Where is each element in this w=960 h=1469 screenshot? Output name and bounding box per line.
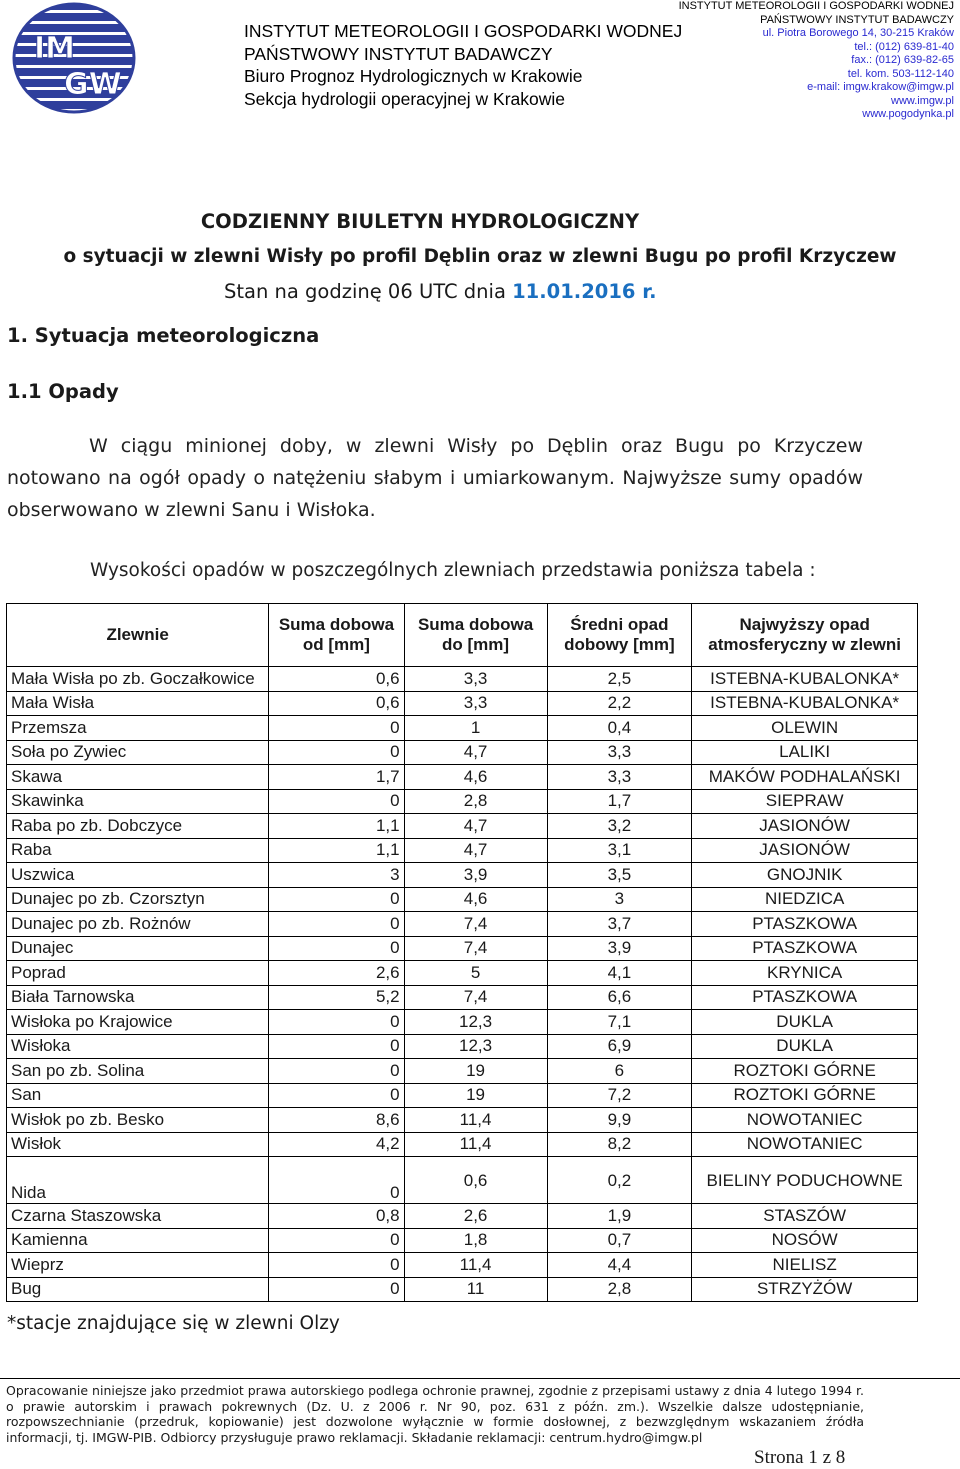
- table-row: [7, 740, 918, 765]
- table-cell: 0,6: [269, 691, 404, 716]
- contact-tel: tel.: (012) 639-81-40: [854, 40, 954, 53]
- table-cell: NOWOTANIEC: [692, 1132, 918, 1157]
- table-cell: 4,7: [404, 838, 547, 863]
- table-header-row: [7, 604, 918, 667]
- table-cell: DUKLA: [692, 1010, 918, 1035]
- table-cell: 2,2: [547, 691, 692, 716]
- table-cell: Wieprz: [7, 1253, 269, 1278]
- contact-fax: fax.: (012) 639-82-65: [851, 54, 954, 66]
- www-link[interactable]: www.imgw.pl: [891, 94, 954, 107]
- svg-text:IM: IM: [34, 31, 76, 66]
- table-row: [7, 1083, 918, 1108]
- table-cell: 3,7: [547, 912, 692, 937]
- table-row: [7, 1228, 918, 1253]
- table-cell: GNOJNIK: [692, 863, 918, 888]
- table-cell: 0: [269, 1010, 404, 1035]
- precipitation-table: [6, 603, 918, 1302]
- contact-line: PAŃSTWOWY INSTYTUT BADAWCZY: [760, 13, 954, 26]
- table-cell: 0: [269, 1228, 404, 1253]
- table-cell: 9,9: [547, 1108, 692, 1133]
- table-cell: PTASZKOWA: [692, 936, 918, 961]
- table-cell: 3,5: [547, 863, 692, 888]
- table-cell: 0: [269, 740, 404, 765]
- table-cell: 1,9: [547, 1204, 692, 1229]
- table-row: [7, 1010, 918, 1035]
- table-cell: 7,2: [547, 1083, 692, 1108]
- table-cell: 0: [269, 887, 404, 912]
- table-cell: 3,2: [547, 814, 692, 839]
- table-cell: Raba: [7, 838, 269, 863]
- header-cell: Suma dobowa od [mm]: [269, 604, 404, 667]
- table-cell: San: [7, 1083, 269, 1108]
- table-cell: Uszwica: [7, 863, 269, 888]
- table-cell: 19: [404, 1083, 547, 1108]
- table-cell: Bug: [7, 1277, 269, 1302]
- bulletin-title: CODZIENNY BIULETYN HYDROLOGICZNY: [200, 210, 640, 233]
- table-cell: 19: [404, 1059, 547, 1084]
- table-cell: 3,9: [547, 936, 692, 961]
- table-row: [7, 1157, 918, 1204]
- table-cell: 4,1: [547, 961, 692, 986]
- table-cell: Skawinka: [7, 789, 269, 814]
- table-cell: 0,6: [404, 1157, 547, 1204]
- table-cell: 11,4: [404, 1253, 547, 1278]
- table-cell: 1,1: [269, 838, 404, 863]
- header-contact: [679, 0, 954, 122]
- status-prefix: Stan na godzinę 06 UTC dnia: [224, 280, 513, 303]
- header-line: PAŃSTWOWY INSTYTUT BADAWCZY: [244, 43, 553, 64]
- footer-divider: [0, 1378, 960, 1379]
- copyright-notice: Opracowanie niniejsze jako przedmiot prawa autorskiego podlega ochronie prawnej, zgodnie z przepisami ustawy z dnia 4 lutego 1994 r. o prawie autorskim i prawach pokrewnych (Dz. U. z 2006 r. Nr 90, poz. 631 z późn. zm.). Wszelkie dalsze udostępnianie, rozpowszechnianie (przedruk, kopiowanie) jest dozwolone wyłącznie w formie dosłownej, z bezwzględnym wskazaniem źródła informacji, tj. IMGW-PIB. Odbiorcy przysługuje prawo reklamacji. Składanie reklamacji: centrum.hydro@imgw.pl: [6, 1383, 864, 1445]
- table-cell: Przemsza: [7, 716, 269, 741]
- table-cell: 1,7: [269, 765, 404, 790]
- table-cell: 0: [269, 1253, 404, 1278]
- table-cell: 7,4: [404, 985, 547, 1010]
- table-row: [7, 863, 918, 888]
- table-row: [7, 1132, 918, 1157]
- table-cell: 3,9: [404, 863, 547, 888]
- table-cell: 11,4: [404, 1108, 547, 1133]
- table-cell: 12,3: [404, 1010, 547, 1035]
- contact-email-line: [679, 81, 954, 95]
- table-row: [7, 961, 918, 986]
- table-row: [7, 716, 918, 741]
- header-cell: Średni opad dobowy [mm]: [547, 604, 692, 667]
- header-cell: Suma dobowa do [mm]: [404, 604, 547, 667]
- email-label: e-mail:: [807, 81, 844, 93]
- table-cell: 0: [269, 1157, 404, 1204]
- table-row: [7, 887, 918, 912]
- table-cell: 4,7: [404, 740, 547, 765]
- table-cell: 1,8: [404, 1228, 547, 1253]
- table-cell: Raba po zb. Dobczyce: [7, 814, 269, 839]
- table-cell: OLEWIN: [692, 716, 918, 741]
- table-cell: Dunajec po zb. Rożnów: [7, 912, 269, 937]
- table-cell: ISTEBNA-KUBALONKA*: [692, 691, 918, 716]
- table-cell: 6,6: [547, 985, 692, 1010]
- table-cell: STRZYŻÓW: [692, 1277, 918, 1302]
- table-cell: 3: [547, 887, 692, 912]
- table-cell: SIEPRAW: [692, 789, 918, 814]
- table-cell: 7,4: [404, 936, 547, 961]
- table-cell: 3,3: [404, 667, 547, 692]
- table-cell: 0,2: [547, 1157, 692, 1204]
- table-cell: Poprad: [7, 961, 269, 986]
- table-cell: 4,6: [404, 765, 547, 790]
- table-row: [7, 691, 918, 716]
- table-cell: NOWOTANIEC: [692, 1108, 918, 1133]
- table-cell: 6: [547, 1059, 692, 1084]
- table-row: [7, 1059, 918, 1084]
- table-cell: 3,1: [547, 838, 692, 863]
- status-date: 11.01.2016 r.: [512, 280, 657, 303]
- table-cell: 0: [269, 1083, 404, 1108]
- table-cell: NIEDZICA: [692, 887, 918, 912]
- table-cell: 8,6: [269, 1108, 404, 1133]
- table-cell: NIELISZ: [692, 1253, 918, 1278]
- table-row: [7, 912, 918, 937]
- table-cell: PTASZKOWA: [692, 985, 918, 1010]
- table-row: [7, 1253, 918, 1278]
- table-cell: 1,7: [547, 789, 692, 814]
- table-cell: MAKÓW PODHALAŃSKI: [692, 765, 918, 790]
- table-cell: 8,2: [547, 1132, 692, 1157]
- table-cell: KRYNICA: [692, 961, 918, 986]
- table-cell: 2,6: [269, 961, 404, 986]
- table-row: [7, 1204, 918, 1229]
- table-cell: 2,5: [547, 667, 692, 692]
- table-cell: Wisłoka po Krajowice: [7, 1010, 269, 1035]
- header-cell: Zlewnie: [7, 604, 269, 667]
- table-cell: 11: [404, 1277, 547, 1302]
- table-row: [7, 985, 918, 1010]
- table-row: [7, 814, 918, 839]
- table-cell: DUKLA: [692, 1034, 918, 1059]
- section-heading-1-1: 1.1 Opady: [7, 380, 119, 403]
- contact-address: ul. Piotra Borowego 14, 30-215 Kraków: [762, 27, 954, 39]
- table-cell: Dunajec po zb. Czorsztyn: [7, 887, 269, 912]
- table-cell: Wisłok: [7, 1132, 269, 1157]
- table-cell: 4,7: [404, 814, 547, 839]
- table-row: [7, 1034, 918, 1059]
- table-cell: 4,6: [404, 887, 547, 912]
- header-line: Biuro Prognoz Hydrologicznych w Krakowie: [244, 66, 583, 86]
- table-row: [7, 1277, 918, 1302]
- table-cell: San po zb. Solina: [7, 1059, 269, 1084]
- table-cell: 2,8: [547, 1277, 692, 1302]
- table-cell: 0,8: [269, 1204, 404, 1229]
- table-cell: 6,9: [547, 1034, 692, 1059]
- table-row: [7, 838, 918, 863]
- table-cell: Soła po Zywiec: [7, 740, 269, 765]
- table-cell: 4,2: [269, 1132, 404, 1157]
- table-cell: 11,4: [404, 1132, 547, 1157]
- paragraph-line: obserwowano w zlewni Sanu i Wisłoka.: [7, 499, 376, 521]
- table-cell: Nida: [7, 1157, 269, 1204]
- table-cell: 0,4: [547, 716, 692, 741]
- table-row: [7, 936, 918, 961]
- table-cell: 12,3: [404, 1034, 547, 1059]
- header-cell: Najwyższy opad atmosferyczny w zlewni: [692, 604, 918, 667]
- table-intro: Wysokości opadów w poszczególnych zlewniach przedstawia poniższa tabela :: [90, 560, 816, 581]
- header-line: INSTYTUT METEOROLOGII I GOSPODARKI WODNEJ: [244, 21, 683, 41]
- table-cell: 0: [269, 936, 404, 961]
- table-cell: JASIONÓW: [692, 814, 918, 839]
- header-line: Sekcja hydrologii operacyjnej w Krakowie: [244, 88, 565, 109]
- footnote: *stacje znajdujące się w zlewni Olzy: [7, 1313, 340, 1334]
- bulletin-subtitle: o sytuacji w zlewni Wisły po profil Dęblin oraz w zlewni Bugu po profil Krzyczew: [63, 246, 897, 267]
- table-cell: 2,6: [404, 1204, 547, 1229]
- table-cell: PTASZKOWA: [692, 912, 918, 937]
- table-cell: 0: [269, 1034, 404, 1059]
- table-cell: 0,6: [269, 667, 404, 692]
- table-cell: ROZTOKI GÓRNE: [692, 1083, 918, 1108]
- table-cell: 0: [269, 789, 404, 814]
- table-cell: 3: [269, 863, 404, 888]
- table-cell: JASIONÓW: [692, 838, 918, 863]
- table-cell: LALIKI: [692, 740, 918, 765]
- table-cell: 3,3: [547, 765, 692, 790]
- table-cell: BIELINY PODUCHOWNE: [692, 1157, 918, 1204]
- status-line: [224, 280, 657, 303]
- email-link[interactable]: imgw.krakow@imgw.pl: [843, 81, 954, 93]
- table-cell: 7,1: [547, 1010, 692, 1035]
- table-cell: 3,3: [547, 740, 692, 765]
- table-cell: ISTEBNA-KUBALONKA*: [692, 667, 918, 692]
- table-cell: Kamienna: [7, 1228, 269, 1253]
- table-cell: 1,1: [269, 814, 404, 839]
- table-cell: Biała Tarnowska: [7, 985, 269, 1010]
- table-cell: Wisłoka: [7, 1034, 269, 1059]
- table-cell: 0: [269, 716, 404, 741]
- paragraph-line: W ciągu minionej doby, w zlewni Wisły po Dęblin oraz Bugu po Krzyczew: [89, 435, 863, 457]
- header-institution: [244, 20, 694, 110]
- imgw-logo: [12, 2, 136, 114]
- table-cell: 4,4: [547, 1253, 692, 1278]
- precip-paragraph: [7, 430, 863, 526]
- table-cell: 0,7: [547, 1228, 692, 1253]
- table-row: [7, 667, 918, 692]
- table-cell: STASZÓW: [692, 1204, 918, 1229]
- table-cell: 5,2: [269, 985, 404, 1010]
- table-cell: 0: [269, 1277, 404, 1302]
- table-cell: 2,8: [404, 789, 547, 814]
- contact-line: INSTYTUT METEOROLOGII I GOSPODARKI WODNEJ: [678, 0, 954, 12]
- section-heading-1: 1. Sytuacja meteorologiczna: [7, 324, 320, 347]
- table-cell: ROZTOKI GÓRNE: [692, 1059, 918, 1084]
- table-row: [7, 765, 918, 790]
- table-cell: Czarna Staszowska: [7, 1204, 269, 1229]
- table-cell: Dunajec: [7, 936, 269, 961]
- table-cell: 0: [269, 1059, 404, 1084]
- table-cell: NOSÓW: [692, 1228, 918, 1253]
- svg-text:GW: GW: [64, 67, 122, 102]
- www-link-pogodynka[interactable]: www.pogodynka.pl: [862, 108, 954, 120]
- table-cell: 0: [269, 912, 404, 937]
- table-row: [7, 789, 918, 814]
- table-cell: Mała Wisła: [7, 691, 269, 716]
- table-cell: Mała Wisła po zb. Goczałkowice: [7, 667, 269, 692]
- table-cell: 5: [404, 961, 547, 986]
- table-cell: 7,4: [404, 912, 547, 937]
- table-cell: 1: [404, 716, 547, 741]
- contact-mobile: tel. kom. 503-112-140: [847, 67, 954, 80]
- page-number: Strona 1 z 8: [754, 1447, 846, 1468]
- table-row: [7, 1108, 918, 1133]
- table-cell: Skawa: [7, 765, 269, 790]
- table-cell: Wisłok po zb. Besko: [7, 1108, 269, 1133]
- paragraph-line: notowano na ogół opady o natężeniu słabym i umiarkowanym. Najwyższe sumy opadów: [7, 467, 863, 489]
- table-cell: 3,3: [404, 691, 547, 716]
